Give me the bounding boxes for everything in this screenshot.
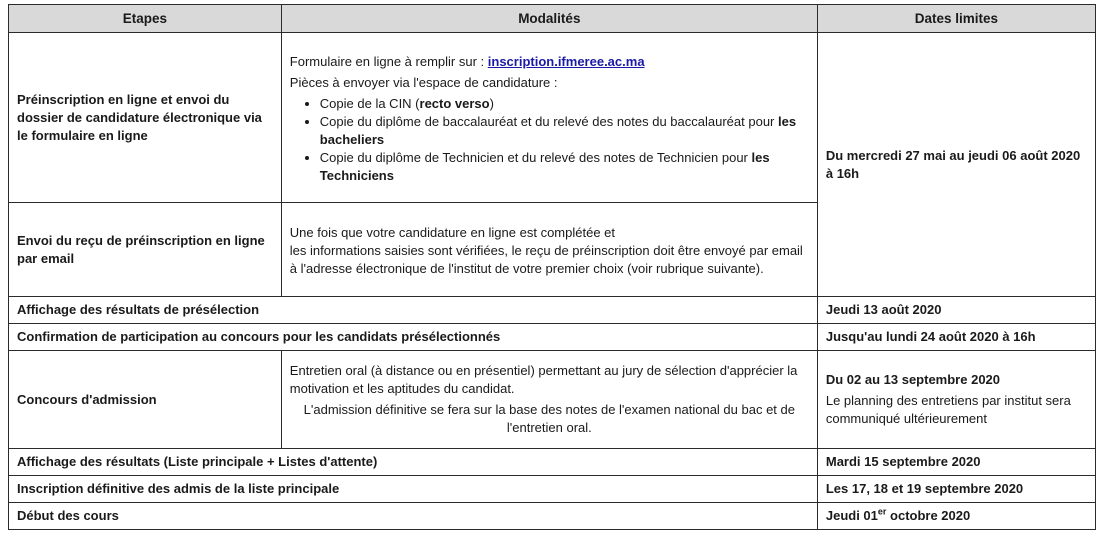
date-debut: Jeudi 01er octobre 2020: [817, 503, 1095, 530]
row-preinscription: [9, 33, 1096, 203]
list-item: • Copie du diplôme de baccalauréat et du relevé des notes du baccalauréat pour les bacheliers: [320, 113, 809, 149]
etape-preinscription: Préinscription en ligne et envoi du dossier de candidature électronique via le formulaire en ligne: [9, 33, 282, 203]
modalite-envoi: [281, 203, 817, 297]
concours-mod2: L'admission définitive se fera sur la base des notes de l'examen national du bac et de l'entretien oral.: [303, 401, 795, 435]
etape-affichage-preselection: Affichage des résultats de présélection: [9, 297, 818, 324]
pieces-intro: Pièces à envoyer via l'espace de candidature :: [289, 74, 558, 90]
header-modalites: Modalités: [281, 5, 817, 33]
date-preinscription: Du mercredi 27 mai au jeudi 06 août 2020 à 16h: [817, 33, 1095, 297]
etape-concours: Concours d'admission: [9, 351, 282, 449]
header-dates: Dates limites: [817, 5, 1095, 33]
inscription-link[interactable]: inscription.ifmeree.ac.ma: [487, 53, 645, 69]
date-confirmation: Jusqu'au lundi 24 août 2020 à 16h: [817, 324, 1095, 351]
etape-confirmation: Confirmation de participation au concours pour les candidats présélectionnés: [9, 324, 818, 351]
etape-debut: Début des cours: [9, 503, 818, 530]
envoi-line1: Une fois que votre candidature en ligne est complétée et: [289, 224, 615, 240]
modalite-concours: [281, 351, 817, 449]
modalite-preinscription: [281, 33, 817, 203]
row-inscription: [9, 476, 1096, 503]
date-affichage-resultats: Mardi 15 septembre 2020: [817, 449, 1095, 476]
concours-date-note: Le planning des entretiens par institut sera communiqué ultérieurement: [825, 393, 1071, 426]
header-row: [9, 5, 1096, 33]
schedule-table: [8, 4, 1096, 530]
pieces-list: [290, 95, 809, 185]
list-item: • Copie de la CIN (recto verso): [320, 95, 809, 113]
etape-inscription: Inscription définitive des admis de la liste principale: [9, 476, 818, 503]
list-item: • Copie du diplôme de Technicien et du relevé des notes de Technicien pour les Techniciens: [320, 149, 809, 185]
date-inscription: Les 17, 18 et 19 septembre 2020: [817, 476, 1095, 503]
date-affichage-preselection: Jeudi 13 août 2020: [817, 297, 1095, 324]
form-line: [290, 53, 809, 71]
etape-affichage-resultats: Affichage des résultats (Liste principale + Listes d'attente): [9, 449, 818, 476]
header-etapes: Etapes: [9, 5, 282, 33]
date-concours: [817, 351, 1095, 449]
concours-date-main: Du 02 au 13 septembre 2020: [825, 372, 1001, 387]
row-concours: [9, 351, 1096, 449]
row-affichage-resultats: [9, 449, 1096, 476]
row-affichage-preselection: [9, 297, 1096, 324]
concours-mod1: Entretien oral (à distance ou en présentiel) permettant au jury de sélection d'apprécier la motivation et les aptitudes du candidat.: [289, 362, 798, 396]
envoi-line2: les informations saisies sont vérifiées, le reçu de préinscription doit être envoyé par email à l'adresse électronique de l'institut de votre premier choix (voir rubrique suivante).: [289, 242, 803, 276]
form-prefix: Formulaire en ligne à remplir sur :: [289, 53, 488, 69]
row-confirmation: [9, 324, 1096, 351]
etape-envoi: Envoi du reçu de préinscription en ligne par email: [9, 203, 282, 297]
row-debut: [9, 503, 1096, 530]
